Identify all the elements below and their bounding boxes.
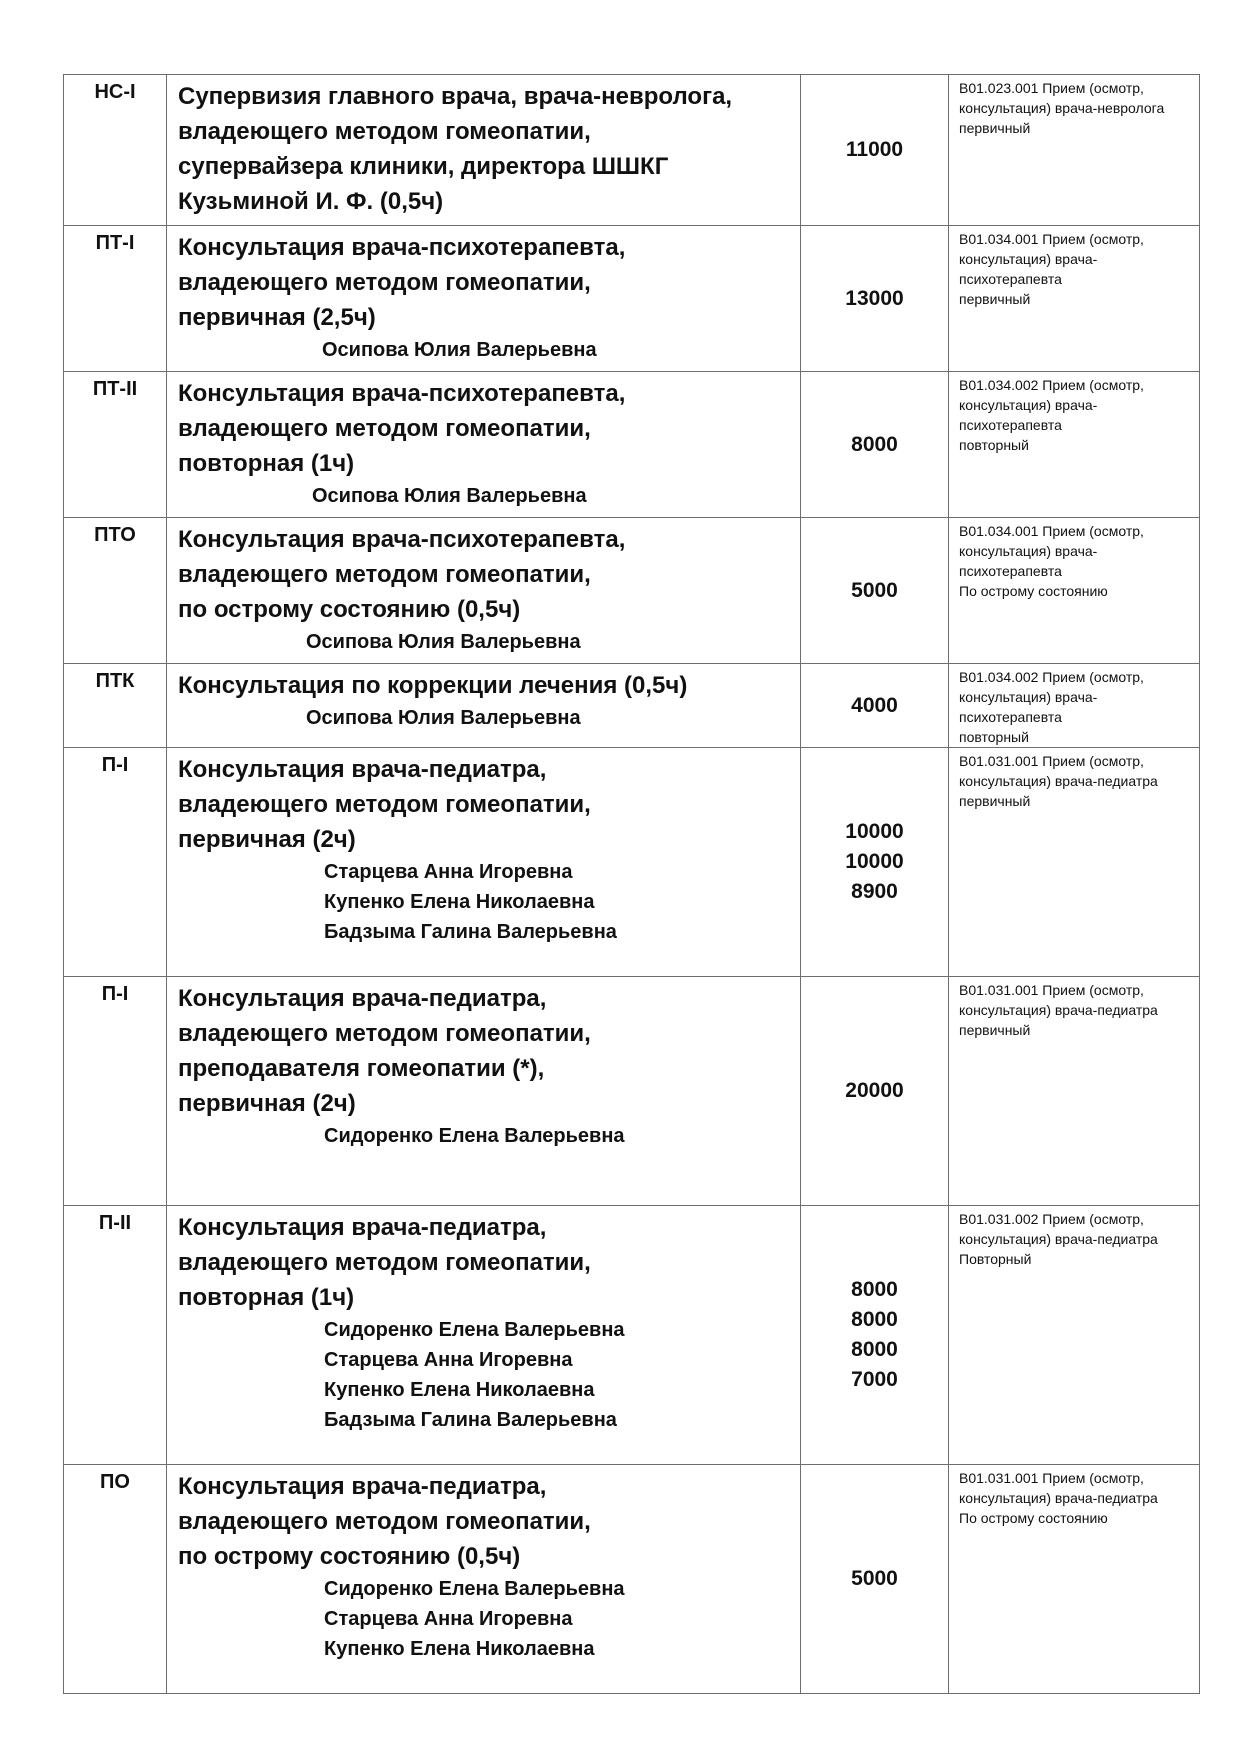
reference-line: повторный <box>959 437 1029 453</box>
service-description <box>167 748 801 977</box>
doctor-name: Осипова Юлия Валерьевна <box>322 339 597 361</box>
service-title-line: повторная (1ч) <box>178 1284 355 1311</box>
service-title-line: владеющего методом гомеопатии, <box>178 1249 591 1276</box>
service-title-line: владеющего методом гомеопатии, <box>178 1020 591 1047</box>
service-reference <box>949 664 1200 748</box>
doctor-name: Сидоренко Елена Валерьевна <box>324 1319 625 1341</box>
service-title-line: Супервизия главного врача, врача-невролога, <box>178 83 733 110</box>
service-title-line: первичная (2ч) <box>178 1090 356 1117</box>
reference-line: консультация) врача- <box>959 543 1098 559</box>
service-code: НС-I <box>64 75 167 226</box>
price-value: 7000 <box>851 1368 898 1391</box>
price-cell <box>801 748 949 977</box>
table-row <box>64 977 1200 1206</box>
service-title-line: Консультация врача-педиатра, <box>178 985 547 1012</box>
price-value: 5000 <box>851 578 898 602</box>
doctor-list <box>178 335 792 365</box>
price-cell <box>801 226 949 372</box>
reference-line: B01.034.002 Прием (осмотр, <box>959 669 1144 685</box>
reference-line: первичный <box>959 1022 1031 1038</box>
service-title <box>178 668 792 703</box>
reference-line: B01.031.002 Прием (осмотр, <box>959 1211 1144 1227</box>
reference-line: B01.031.001 Прием (осмотр, <box>959 1470 1144 1486</box>
reference-line: первичный <box>959 793 1031 809</box>
doctor-name: Осипова Юлия Валерьевна <box>312 485 587 507</box>
service-title <box>178 752 792 857</box>
service-description <box>167 664 801 748</box>
reference-line: По острому состоянию <box>959 1510 1108 1526</box>
reference-line: B01.023.001 Прием (осмотр, <box>959 80 1144 96</box>
price-table-body <box>64 75 1200 1694</box>
doctor-name: Сидоренко Елена Валерьевна <box>324 1578 625 1600</box>
service-title-line: повторная (1ч) <box>178 450 355 477</box>
service-reference <box>949 372 1200 518</box>
price-value: 8000 <box>851 1278 898 1301</box>
doctor-name: Старцева Анна Игоревна <box>324 861 573 883</box>
price-table <box>63 74 1200 1694</box>
service-title-line: супервайзера клиники, директора ШШКГ <box>178 153 669 180</box>
doctor-name: Бадзыма Галина Валерьевна <box>324 921 617 943</box>
reference-line: Повторный <box>959 1251 1032 1267</box>
price-value: 13000 <box>845 286 904 310</box>
price-value: 8000 <box>851 432 898 456</box>
reference-line: консультация) врача-педиатра <box>959 1002 1158 1018</box>
doctor-name: Сидоренко Елена Валерьевна <box>324 1125 625 1147</box>
table-row <box>64 1465 1200 1694</box>
price-value: 5000 <box>851 1567 898 1590</box>
price-value: 10000 <box>845 850 904 873</box>
service-description <box>167 1465 801 1694</box>
price-value: 4000 <box>851 693 898 717</box>
service-reference <box>949 748 1200 977</box>
service-code: ПТ-I <box>64 226 167 372</box>
reference-line: консультация) врача- <box>959 251 1098 267</box>
doctor-list <box>178 1121 792 1151</box>
service-title-line: Консультация врача-педиатра, <box>178 756 547 783</box>
reference-line: консультация) врача- <box>959 689 1098 705</box>
service-title-line: владеющего методом гомеопатии, <box>178 415 591 442</box>
service-code: П-I <box>64 748 167 977</box>
price-value: 10000 <box>845 820 904 843</box>
doctor-list <box>178 857 792 947</box>
service-title-line: по острому состоянию (0,5ч) <box>178 1543 521 1570</box>
reference-line: По острому состоянию <box>959 583 1108 599</box>
service-title-line: Консультация врача-психотерапевта, <box>178 380 626 407</box>
doctor-name: Купенко Елена Николаевна <box>324 891 595 913</box>
service-reference <box>949 75 1200 226</box>
price-value: 8900 <box>851 880 898 903</box>
reference-line: первичный <box>959 120 1031 136</box>
service-title-line: владеющего методом гомеопатии, <box>178 791 591 818</box>
service-title-line: владеющего методом гомеопатии, <box>178 1508 591 1535</box>
price-value: 11000 <box>845 138 904 161</box>
price-cell <box>801 977 949 1206</box>
service-title-line: Консультация врача-педиатра, <box>178 1214 547 1241</box>
service-title <box>178 522 792 627</box>
doctor-name: Старцева Анна Игоревна <box>324 1349 573 1371</box>
doctor-list <box>178 1315 792 1435</box>
service-title <box>178 230 792 335</box>
service-reference <box>949 1206 1200 1465</box>
doctor-name: Купенко Елена Николаевна <box>324 1379 595 1401</box>
service-code: ПТ-II <box>64 372 167 518</box>
price-cell <box>801 372 949 518</box>
reference-line: психотерапевта <box>959 563 1062 579</box>
service-reference <box>949 226 1200 372</box>
service-description <box>167 518 801 664</box>
table-row <box>64 664 1200 748</box>
table-row <box>64 372 1200 518</box>
reference-line: консультация) врача- <box>959 397 1098 413</box>
service-reference <box>949 977 1200 1206</box>
service-title-line: преподавателя гомеопатии (*), <box>178 1055 545 1082</box>
reference-line: B01.034.002 Прием (осмотр, <box>959 377 1144 393</box>
reference-line: психотерапевта <box>959 417 1062 433</box>
reference-line: повторный <box>959 729 1029 745</box>
reference-line: B01.034.001 Прием (осмотр, <box>959 523 1144 539</box>
service-title-line: владеющего методом гомеопатии, <box>178 118 591 145</box>
price-cell <box>801 1206 949 1465</box>
service-description <box>167 372 801 518</box>
service-description <box>167 1206 801 1465</box>
service-title-line: первичная (2ч) <box>178 826 356 853</box>
service-code: ПТО <box>64 518 167 664</box>
price-cell <box>801 75 949 226</box>
doctor-name: Купенко Елена Николаевна <box>324 1638 595 1660</box>
service-title <box>178 1469 792 1574</box>
service-title-line: по острому состоянию (0,5ч) <box>178 596 521 623</box>
doctor-name: Бадзыма Галина Валерьевна <box>324 1409 617 1431</box>
reference-line: консультация) врача-невролога <box>959 100 1165 116</box>
price-cell <box>801 518 949 664</box>
service-title-line: Кузьминой И. Ф. (0,5ч) <box>178 188 444 215</box>
service-title-line: Консультация врача-педиатра, <box>178 1473 547 1500</box>
service-title-line: Консультация врача-психотерапевта, <box>178 526 626 553</box>
table-row <box>64 518 1200 664</box>
reference-line: B01.031.001 Прием (осмотр, <box>959 982 1144 998</box>
service-code: П-I <box>64 977 167 1206</box>
service-code: П-II <box>64 1206 167 1465</box>
reference-line: B01.031.001 Прием (осмотр, <box>959 753 1144 769</box>
table-row <box>64 75 1200 226</box>
service-title <box>178 1210 792 1315</box>
reference-line: B01.034.001 Прием (осмотр, <box>959 231 1144 247</box>
price-cell <box>801 1465 949 1694</box>
service-title-line: первичная (2,5ч) <box>178 304 376 331</box>
service-title <box>178 981 792 1121</box>
service-code: ПО <box>64 1465 167 1694</box>
price-value: 8000 <box>851 1338 898 1361</box>
doctor-list <box>178 1574 792 1664</box>
doctor-list <box>178 481 792 511</box>
table-row <box>64 226 1200 372</box>
service-title <box>178 376 792 481</box>
reference-line: консультация) врача-педиатра <box>959 773 1158 789</box>
service-reference <box>949 518 1200 664</box>
table-row <box>64 1206 1200 1465</box>
service-description <box>167 977 801 1206</box>
doctor-name: Осипова Юлия Валерьевна <box>306 707 581 729</box>
service-title-line: владеющего методом гомеопатии, <box>178 269 591 296</box>
price-value: 8000 <box>851 1308 898 1331</box>
doctor-list <box>178 703 792 733</box>
price-value: 20000 <box>845 1079 904 1102</box>
doctor-list <box>178 627 792 657</box>
service-description <box>167 75 801 226</box>
doctor-name: Старцева Анна Игоревна <box>324 1608 573 1630</box>
service-reference <box>949 1465 1200 1694</box>
reference-line: консультация) врача-педиатра <box>959 1490 1158 1506</box>
reference-line: консультация) врача-педиатра <box>959 1231 1158 1247</box>
reference-line: психотерапевта <box>959 271 1062 287</box>
price-cell <box>801 664 949 748</box>
service-title-line: Консультация по коррекции лечения (0,5ч) <box>178 672 688 699</box>
service-description <box>167 226 801 372</box>
service-code: ПТК <box>64 664 167 748</box>
service-title <box>178 79 792 219</box>
doctor-name: Осипова Юлия Валерьевна <box>306 631 581 653</box>
service-title-line: владеющего методом гомеопатии, <box>178 561 591 588</box>
reference-line: первичный <box>959 291 1031 307</box>
reference-line: психотерапевта <box>959 709 1062 725</box>
service-title-line: Консультация врача-психотерапевта, <box>178 234 626 261</box>
table-row <box>64 748 1200 977</box>
